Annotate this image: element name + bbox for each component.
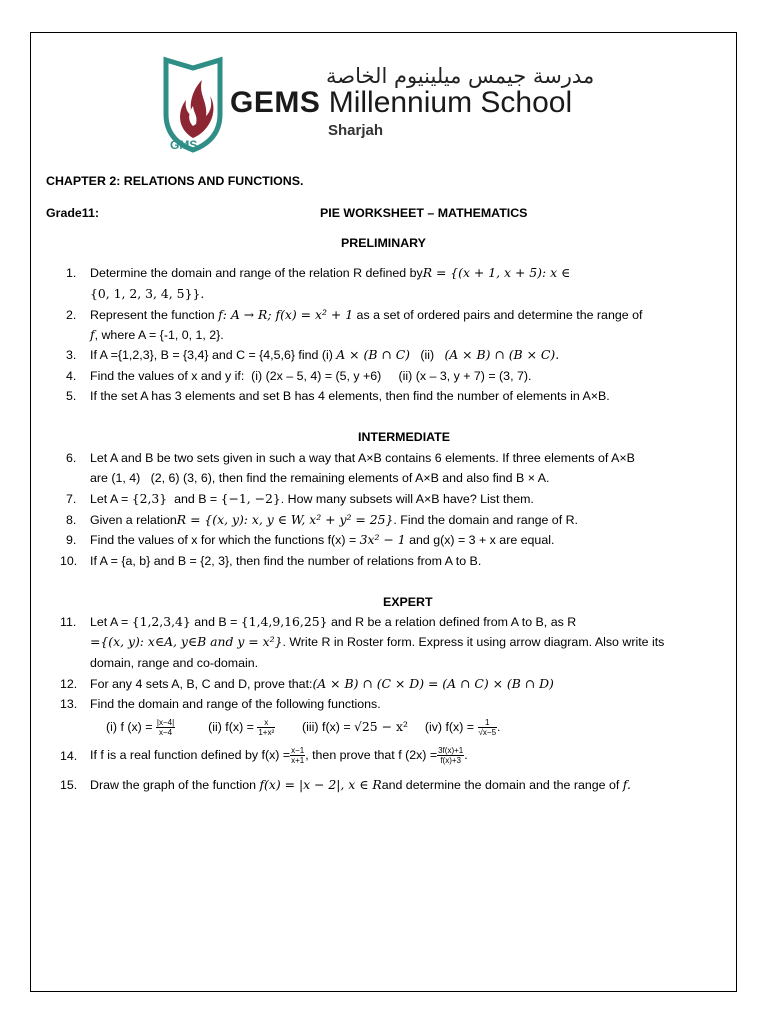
q11-set-b: {1,4,9,16,25}: [240, 614, 328, 629]
q6-text-b: are (1, 4) (2, 6) (3, 6), then find the remaining elements of A×B and also find B × A.: [90, 471, 550, 485]
q13-ii-denominator: 1+x²: [258, 728, 275, 738]
q5-number: 5.: [66, 389, 77, 403]
school-city: Sharjah: [328, 122, 384, 139]
q13-i-denominator: x−4: [159, 728, 173, 738]
q13-i-numerator: |x−4|: [156, 718, 175, 728]
q2-text-line2: [90, 327, 224, 343]
q13-iv-fraction: [478, 718, 498, 737]
q2-text-a: Represent the function: [90, 308, 215, 322]
q11-number: 11.: [60, 615, 77, 629]
q15-function: f(x) = |x − 2|, x ∈ R: [259, 777, 382, 792]
q4-number: 4.: [66, 369, 77, 383]
q14-fraction-f2x: [437, 746, 464, 765]
school-name-bold: GEMS: [230, 86, 321, 119]
q7-number: 7.: [66, 492, 77, 506]
q3-expr-i: A × (B ∩ C): [336, 347, 411, 362]
q13-number: 13.: [60, 697, 78, 711]
q2-f: f: [90, 327, 95, 342]
q7-text-c: and B =: [174, 492, 218, 506]
q14-fraction-fx: [290, 746, 305, 765]
q13-text: Find the domain and range of the following functions.: [90, 697, 381, 711]
q9-number: 9.: [66, 533, 77, 547]
q1-text: [90, 265, 570, 281]
q14-fx-numerator: x−1: [291, 746, 305, 756]
q15-text: [90, 777, 631, 793]
q8-text: [90, 512, 578, 528]
q13-ii-label: (ii) f(x) =: [208, 720, 254, 734]
q11-text-g: . Write R in Roster form. Express it using arrow diagram. Also write its: [282, 635, 665, 649]
q15-f: f.: [622, 777, 631, 792]
q2-number: 2.: [66, 308, 77, 322]
q14-text: If f is a real function defined by f(x) = $\frac{x-1}{x+1}$ , then prove that f (2x) = $\frac{3f(x)+1}{f(x)+3}$ .: [90, 746, 468, 766]
q14-f2x-numerator: 3f(x)+1: [438, 746, 464, 756]
q12-number: 12.: [60, 677, 78, 691]
q13-ii-numerator: x: [257, 718, 275, 728]
q14-f2x-denominator: f(x)+3: [440, 756, 461, 766]
q6-text-a: Let A and B be two sets given in such a way that A×B contains 6 elements. If three elements of A×B: [90, 451, 635, 465]
arabic-school-name: مدرسة جيمس ميلينيوم الخاصة: [326, 64, 595, 88]
q13-i-label: (i) f (x) =: [106, 720, 153, 734]
q14-number: 14.: [60, 749, 78, 763]
q11-text-e: and R be a relation defined from A to B, as R: [330, 615, 577, 629]
section-expert: EXPERT: [383, 595, 433, 609]
q9-expr: 3x² − 1: [359, 532, 406, 547]
q14-fx-denominator: x+1: [291, 756, 305, 766]
q14-text-a: If f is a real function defined by f(x) =: [90, 748, 291, 762]
school-name-rest: Millennium School: [328, 86, 573, 119]
q13-iv-label: (iv) f(x) =: [424, 720, 475, 734]
q12-identity: (A × B) ∩ (C × D) = (A ∩ C) × (B ∩ D): [312, 676, 554, 691]
section-intermediate: INTERMEDIATE: [358, 430, 451, 444]
q11-text-a: Let A =: [90, 615, 129, 629]
q1-number: 1.: [66, 266, 77, 280]
q7-text: [90, 491, 534, 507]
q1-text-a: Determine the domain and range of the relation R defined by: [90, 266, 423, 280]
q7-set-a: {2,3}: [131, 491, 168, 506]
q4-text: Find the values of x and y if: (i) (2x – 5, 4) = (5, y +6) (ii) (x – 3, y + 7) = (3, 7).: [90, 369, 532, 383]
q10-number: 10.: [60, 554, 78, 568]
q1-relation: R = {(x + 1, x + 5): x ∈: [422, 265, 571, 280]
q13-functions: (i) f (x) = $\frac{|x-4|}{x-4}$ (ii) f(x) = $\frac{x}{\text{1+x²}}$ (iii) f(x) = √25 − x² (iv) f(x) = $\frac{1}{√x-5}$ .: [106, 718, 501, 738]
q8-relation: R = {(x, y): x, y ∈ W, x² + y² = 25}: [176, 512, 394, 527]
q7-text-e: . How many subsets will A×B have? List them.: [280, 492, 534, 506]
q8-text-c: . Find the domain and range of R.: [393, 513, 578, 527]
q11-text-c: and B =: [194, 615, 238, 629]
q11-text-line3: domain, range and co-domain.: [90, 656, 259, 670]
worksheet-title: PIE WORKSHEET – MATHEMATICS: [320, 206, 528, 220]
q13-iv-numerator: 1: [478, 718, 498, 728]
crest-label: GMS: [170, 138, 198, 152]
q13-ii-fraction: [257, 718, 275, 737]
q13-iii-label: (iii) f(x) =: [302, 720, 351, 734]
q9-text: [90, 532, 554, 548]
q2-text-c: as a set of ordered pairs and determine the range of: [356, 308, 643, 322]
q8-text-a: Given a relation: [90, 513, 177, 527]
q3-text: [90, 347, 559, 363]
q13-i-fraction: [156, 718, 175, 737]
section-preliminary: PRELIMINARY: [341, 236, 426, 250]
q15-number: 15.: [60, 778, 78, 792]
q2-text-e: , where A = {-1, 0, 1, 2}.: [94, 328, 224, 342]
q3-text-a: If A ={1,2,3}, B = {3,4} and C = {4,5,6} find (i): [90, 348, 333, 362]
school-header: [148, 48, 626, 160]
q12-text-a: For any 4 sets A, B, C and D, prove that:: [90, 677, 313, 691]
q11-set-a: {1,2,3,4}: [131, 614, 191, 629]
q2-text: [90, 307, 642, 323]
q3-expr-ii: (A × B) ∩ (B × C).: [444, 347, 560, 362]
q15-text-a: Draw the graph of the function: [90, 778, 256, 792]
q9-text-c: and g(x) = 3 + x are equal.: [409, 533, 555, 547]
grade-label: Grade11:: [46, 206, 100, 220]
q6-number: 6.: [66, 451, 77, 465]
q13-iii-expression: √25 − x²: [354, 719, 408, 734]
q10-text: If A = {a, b} and B = {2, 3}, then find the number of relations from A to B.: [90, 554, 482, 568]
q11-text-line2: [90, 634, 664, 650]
q3-number: 3.: [66, 348, 77, 362]
q11-text-line1: [90, 614, 576, 630]
q11-relation: ={(x, y): x∈A, y∈B and y = x²}: [90, 634, 283, 649]
q9-text-a: Find the values of x for which the functions f(x) =: [90, 533, 357, 547]
chapter-title: CHAPTER 2: RELATIONS AND FUNCTIONS.: [46, 174, 304, 188]
q14-text-b: , then prove that f (2x) =: [305, 748, 438, 762]
school-name: [230, 86, 572, 120]
q5-text: If the set A has 3 elements and set B has 4 elements, then find the number of elements in A×B.: [90, 389, 610, 403]
q12-text: [90, 676, 554, 692]
q1-set: {0, 1, 2, 3, 4, 5}}.: [90, 286, 205, 301]
q13-iv-denominator: √x−5: [478, 728, 497, 738]
q3-text-c: (ii): [420, 348, 435, 362]
q15-text-c: and determine the domain and the range of: [381, 778, 620, 792]
q8-number: 8.: [66, 513, 77, 527]
q2-function: f: A → R; f(x) = x² + 1: [218, 307, 354, 322]
q7-text-a: Let A =: [90, 492, 129, 506]
q7-set-b: {−1, −2}: [220, 491, 281, 506]
